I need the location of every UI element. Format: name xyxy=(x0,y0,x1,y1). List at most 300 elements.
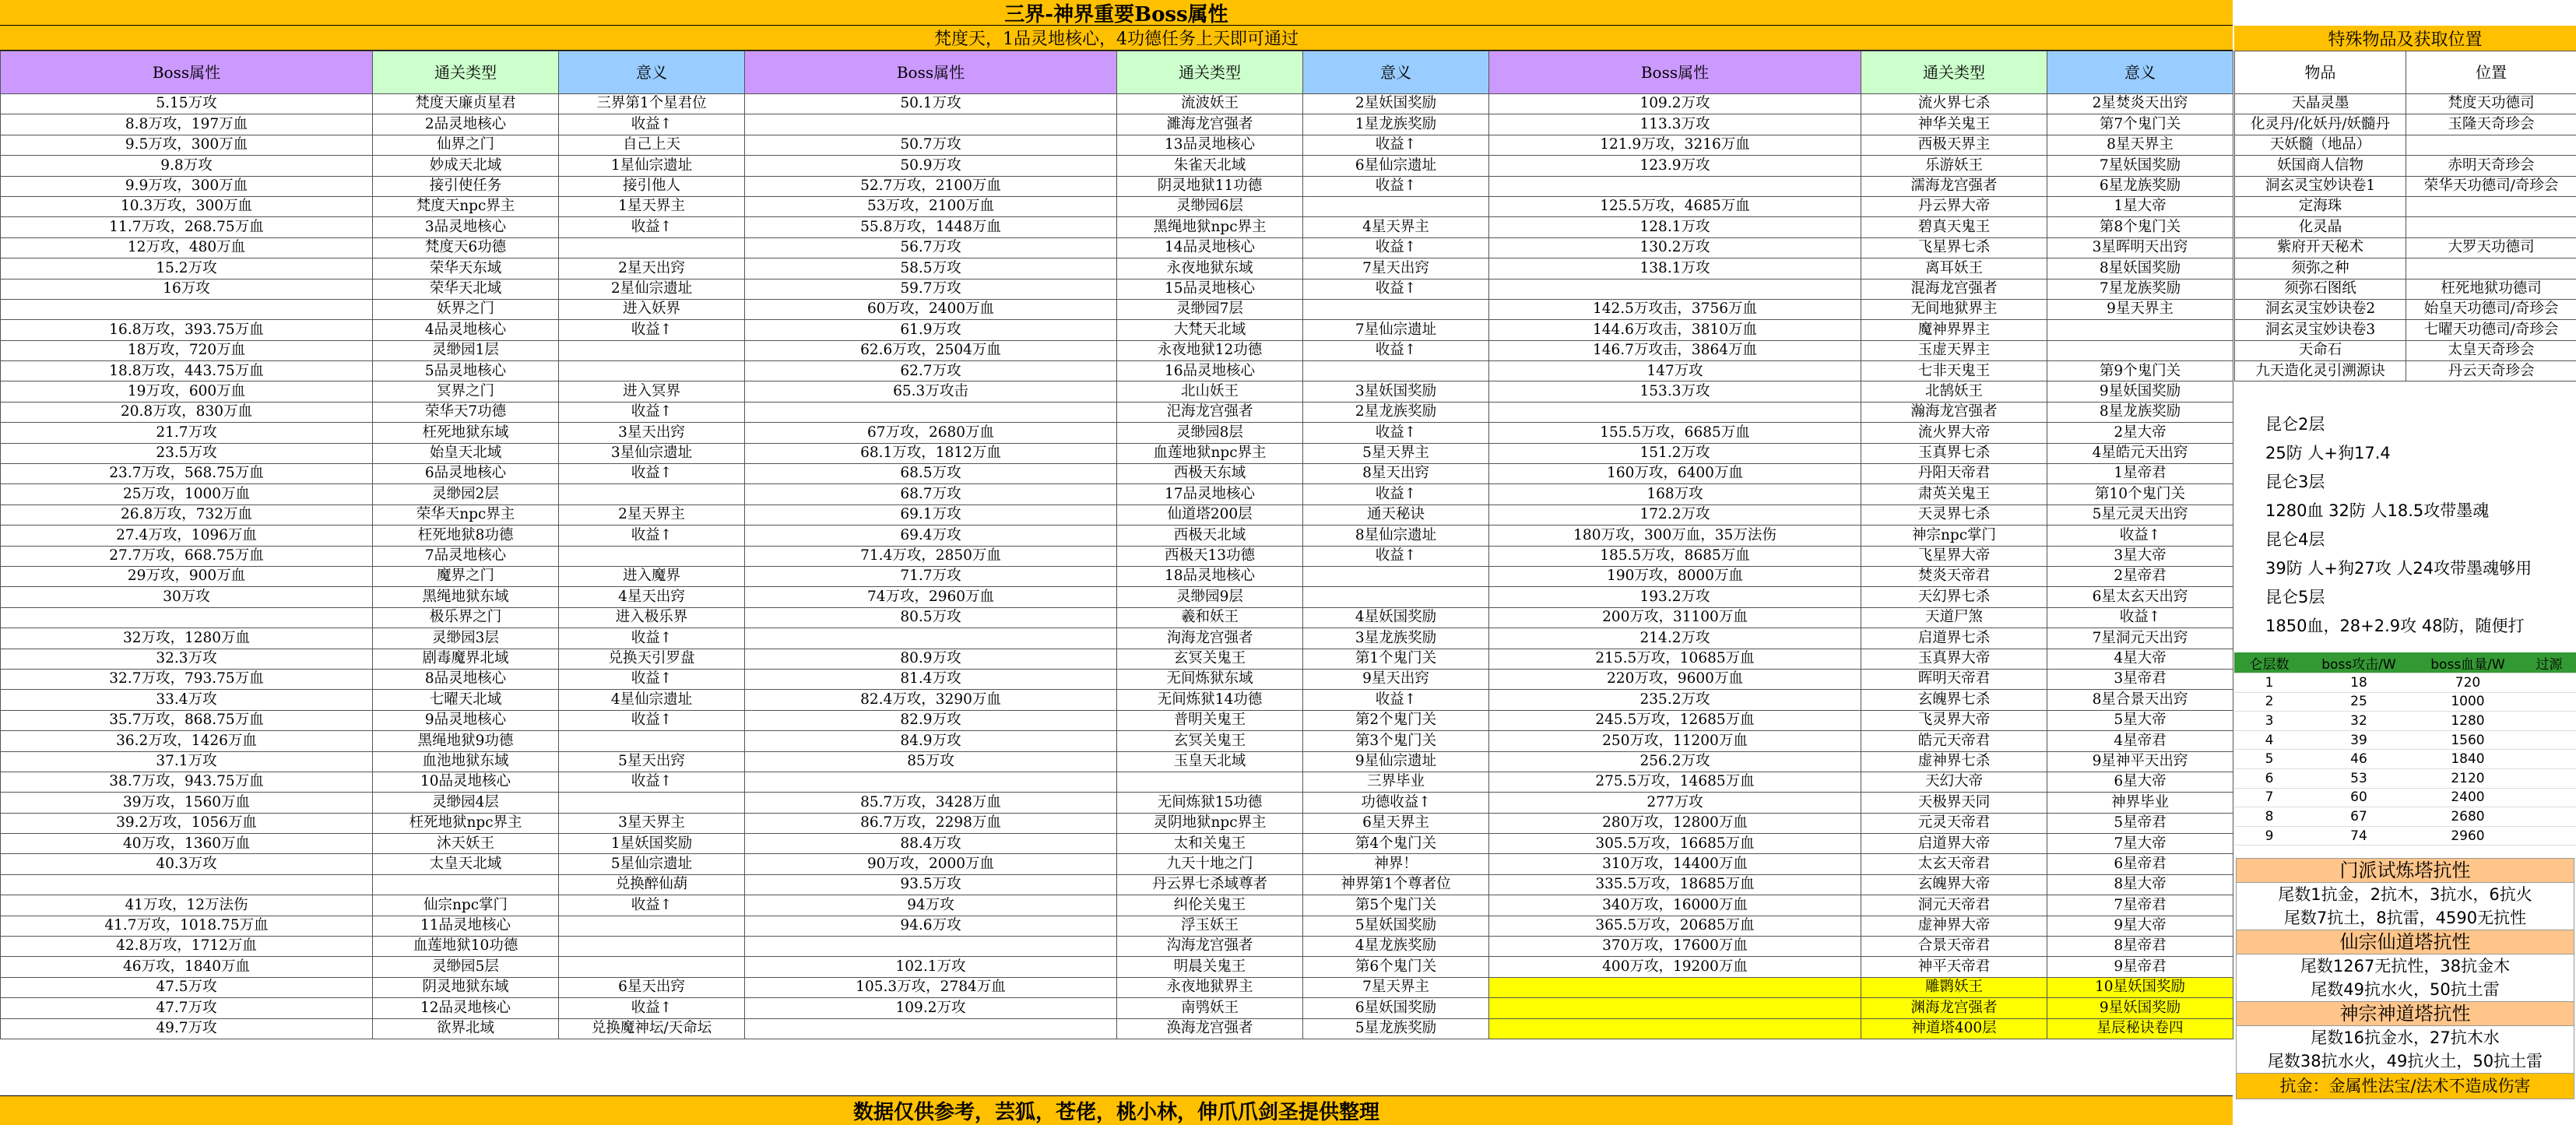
boss-stat-cell[interactable] xyxy=(1489,279,1861,299)
item-name-cell[interactable]: 化灵晶 xyxy=(2235,217,2406,237)
meaning-cell[interactable]: 神界第1个尊者位 xyxy=(1303,874,1489,895)
meaning-cell[interactable]: 8星天界主 xyxy=(2047,135,2233,155)
meaning-cell[interactable]: 5星天界主 xyxy=(1303,443,1489,463)
meaning-cell[interactable]: 第1个鬼门关 xyxy=(1303,649,1489,669)
boss-stat-cell[interactable]: 61.9万攻 xyxy=(745,320,1117,340)
clear-type-cell[interactable]: 4品灵地核心 xyxy=(373,320,559,340)
boss-stat-cell[interactable]: 58.5万攻 xyxy=(745,258,1117,279)
boss-stat-cell[interactable]: 16万攻 xyxy=(1,279,373,299)
boss-stat-cell[interactable]: 35.7万攻，868.75万血 xyxy=(1,710,373,730)
boss-stat-cell[interactable]: 37.1万攻 xyxy=(1,751,373,772)
clear-type-cell[interactable]: 普明关鬼王 xyxy=(1117,710,1303,730)
clear-type-cell[interactable]: 玉真界大帝 xyxy=(1861,649,2047,669)
meaning-cell[interactable]: 收益↑ xyxy=(559,217,745,237)
floor-pass-cell[interactable] xyxy=(2522,692,2576,712)
clear-type-cell[interactable]: 无间炼狱15功德 xyxy=(1117,793,1303,813)
boss-stat-cell[interactable]: 277万攻 xyxy=(1489,793,1861,813)
meaning-cell[interactable]: 9星妖国奖励 xyxy=(2047,381,2233,402)
boss-stat-cell[interactable]: 128.1万攻 xyxy=(1489,217,1861,237)
meaning-cell[interactable]: 收益↑ xyxy=(2047,607,2233,628)
meaning-cell[interactable]: 第10个鬼门关 xyxy=(2047,484,2233,504)
meaning-cell[interactable] xyxy=(559,731,745,751)
clear-type-cell[interactable]: 欲界北域 xyxy=(373,1018,559,1039)
meaning-cell[interactable]: 收益↑ xyxy=(1303,176,1489,196)
meaning-cell[interactable]: 8星妖国奖励 xyxy=(2047,258,2233,279)
meaning-cell[interactable]: 收益↑ xyxy=(559,402,745,422)
boss-stat-cell[interactable]: 256.2万攻 xyxy=(1489,751,1861,772)
clear-type-cell[interactable]: 阴灵地狱11功德 xyxy=(1117,176,1303,196)
boss-stat-cell[interactable]: 85.7万攻，3428万血 xyxy=(745,793,1117,813)
meaning-cell[interactable]: 收益↑ xyxy=(559,895,745,916)
clear-type-cell[interactable]: 天灵界七杀 xyxy=(1861,504,2047,525)
boss-stat-cell[interactable]: 69.1万攻 xyxy=(745,504,1117,525)
meaning-cell[interactable]: 进入极乐界 xyxy=(559,607,745,628)
boss-stat-cell[interactable]: 40.3万攻 xyxy=(1,854,373,874)
meaning-cell[interactable]: 进入妖界 xyxy=(559,299,745,319)
boss-stat-cell[interactable]: 59.7万攻 xyxy=(745,279,1117,299)
clear-type-cell[interactable]: 血莲地狱npc界主 xyxy=(1117,443,1303,463)
meaning-cell[interactable] xyxy=(559,237,745,258)
boss-stat-cell[interactable]: 86.7万攻，2298万血 xyxy=(745,813,1117,833)
boss-stat-cell[interactable]: 130.2万攻 xyxy=(1489,237,1861,258)
clear-type-cell[interactable]: 13品灵地核心 xyxy=(1117,135,1303,155)
item-location-cell[interactable] xyxy=(2406,258,2576,279)
meaning-cell[interactable]: 收益↑ xyxy=(559,669,745,689)
meaning-cell[interactable]: 3星龙族奖励 xyxy=(1303,628,1489,649)
meaning-cell[interactable]: 8星仙宗遗址 xyxy=(1303,526,1489,546)
clear-type-cell[interactable]: 天极界天同 xyxy=(1861,793,2047,813)
meaning-cell[interactable]: 3星天界主 xyxy=(559,813,745,833)
clear-type-cell[interactable]: 16品灵地核心 xyxy=(1117,361,1303,381)
floor-pass-cell[interactable] xyxy=(2522,807,2576,827)
boss-stat-cell[interactable]: 46万攻，1840万血 xyxy=(1,957,373,977)
floor-attack-cell[interactable]: 46 xyxy=(2304,750,2413,769)
clear-type-cell[interactable]: 濉海龙宫强者 xyxy=(1117,114,1303,135)
boss-stat-cell[interactable]: 20.8万攻，830万血 xyxy=(1,402,373,422)
boss-stat-cell[interactable]: 250万攻，11200万血 xyxy=(1489,731,1861,751)
boss-stat-cell[interactable]: 200万攻，31100万血 xyxy=(1489,607,1861,628)
clear-type-cell[interactable]: 沟海龙宫强者 xyxy=(1117,937,1303,957)
clear-type-cell[interactable]: 神平天帝君 xyxy=(1861,957,2047,977)
item-location-cell[interactable]: 荣华天功德司/奇珍会 xyxy=(2406,176,2576,196)
meaning-cell[interactable]: 2星焚炎天出窍 xyxy=(2047,94,2233,114)
meaning-cell[interactable]: 3星天出窍 xyxy=(559,423,745,443)
item-name-cell[interactable]: 天妖髓（地品） xyxy=(2235,135,2406,155)
boss-stat-cell[interactable]: 235.2万攻 xyxy=(1489,690,1861,710)
boss-stat-cell[interactable]: 80.9万攻 xyxy=(745,649,1117,669)
meaning-cell[interactable]: 2星仙宗遗址 xyxy=(559,279,745,299)
meaning-cell[interactable]: 第3个鬼门关 xyxy=(1303,731,1489,751)
clear-type-cell[interactable]: 黑绳地狱东域 xyxy=(373,587,559,607)
clear-type-cell[interactable]: 9品灵地核心 xyxy=(373,710,559,730)
meaning-cell[interactable]: 9星妖国奖励 xyxy=(2047,998,2233,1018)
clear-type-cell[interactable]: 启道界七杀 xyxy=(1861,628,2047,649)
floor-pass-cell[interactable] xyxy=(2522,730,2576,750)
boss-stat-cell[interactable] xyxy=(745,402,1117,422)
boss-stat-cell[interactable]: 52.7万攻，2100万血 xyxy=(745,176,1117,196)
clear-type-cell[interactable]: 灵缈园4层 xyxy=(373,793,559,813)
clear-type-cell[interactable]: 流火界七杀 xyxy=(1861,94,2047,114)
meaning-cell[interactable]: 7星洞元天出窍 xyxy=(2047,628,2233,649)
boss-stat-cell[interactable]: 40万攻，1360万血 xyxy=(1,834,373,854)
meaning-cell[interactable]: 8星龙族奖励 xyxy=(2047,402,2233,422)
clear-type-cell[interactable]: 灵缈园9层 xyxy=(1117,587,1303,607)
item-location-cell[interactable] xyxy=(2406,217,2576,237)
meaning-cell[interactable]: 4星天界主 xyxy=(1303,217,1489,237)
clear-type-cell[interactable]: 玄魄界七杀 xyxy=(1861,690,2047,710)
meaning-cell[interactable]: 三界毕业 xyxy=(1303,772,1489,792)
clear-type-cell[interactable]: 15品灵地核心 xyxy=(1117,279,1303,299)
clear-type-cell[interactable]: 魔神界界主 xyxy=(1861,320,2047,340)
meaning-cell[interactable]: 7星龙族奖励 xyxy=(2047,279,2233,299)
boss-stat-cell[interactable]: 147万攻 xyxy=(1489,361,1861,381)
clear-type-cell[interactable]: 明晨关鬼王 xyxy=(1117,957,1303,977)
boss-stat-cell[interactable] xyxy=(1489,977,1861,997)
clear-type-cell[interactable]: 飞灵界大帝 xyxy=(1861,710,2047,730)
item-name-cell[interactable]: 须弥石图纸 xyxy=(2235,279,2406,299)
clear-type-cell[interactable]: 洞元天帝君 xyxy=(1861,895,2047,916)
clear-type-cell[interactable]: 纠伦关鬼王 xyxy=(1117,895,1303,916)
clear-type-cell[interactable]: 渊海龙宫强者 xyxy=(1861,998,2047,1018)
meaning-cell[interactable]: 6星龙族奖励 xyxy=(2047,176,2233,196)
clear-type-cell[interactable]: 6品灵地核心 xyxy=(373,464,559,484)
item-name-cell[interactable]: 洞玄灵宝妙诀卷3 xyxy=(2235,320,2406,340)
meaning-cell[interactable] xyxy=(559,546,745,566)
floor-hp-cell[interactable]: 2680 xyxy=(2413,807,2522,827)
meaning-cell[interactable]: 3星帝君 xyxy=(2047,669,2233,689)
clear-type-cell[interactable]: 神华关鬼王 xyxy=(1861,114,2047,135)
boss-stat-cell[interactable]: 30万攻 xyxy=(1,587,373,607)
item-location-cell[interactable]: 七曜天功德司/奇珍会 xyxy=(2406,320,2576,340)
meaning-cell[interactable]: 9星天出窍 xyxy=(1303,669,1489,689)
boss-stat-cell[interactable]: 90万攻，2000万血 xyxy=(745,854,1117,874)
floor-pass-cell[interactable] xyxy=(2522,712,2576,731)
boss-stat-cell[interactable]: 18万攻，720万血 xyxy=(1,340,373,360)
clear-type-cell[interactable]: 仙界之门 xyxy=(373,135,559,155)
clear-type-cell[interactable]: 雕鹮妖王 xyxy=(1861,977,2047,997)
boss-stat-cell[interactable]: 142.5万攻击，3756万血 xyxy=(1489,299,1861,319)
boss-stat-cell[interactable]: 33.4万攻 xyxy=(1,690,373,710)
clear-type-cell[interactable]: 血池地狱东域 xyxy=(373,751,559,772)
item-name-cell[interactable]: 洞玄灵宝妙诀卷2 xyxy=(2235,299,2406,319)
floor-level-cell[interactable]: 5 xyxy=(2234,750,2304,769)
meaning-cell[interactable] xyxy=(559,484,745,504)
boss-stat-cell[interactable]: 85万攻 xyxy=(745,751,1117,772)
clear-type-cell[interactable]: 灵缈园6层 xyxy=(1117,196,1303,216)
boss-stat-cell[interactable]: 68.5万攻 xyxy=(745,464,1117,484)
floor-attack-cell[interactable]: 18 xyxy=(2304,673,2413,693)
boss-stat-cell[interactable]: 32.7万攻，793.75万血 xyxy=(1,669,373,689)
meaning-cell[interactable]: 第5个鬼门关 xyxy=(1303,895,1489,916)
clear-type-cell[interactable]: 冥界之门 xyxy=(373,381,559,402)
meaning-cell[interactable]: 收益↑ xyxy=(1303,340,1489,360)
boss-stat-cell[interactable]: 365.5万攻，20685万血 xyxy=(1489,916,1861,936)
clear-type-cell[interactable]: 接引使任务 xyxy=(373,176,559,196)
meaning-cell[interactable]: 1星龙族奖励 xyxy=(1303,114,1489,135)
meaning-cell[interactable]: 1星天界主 xyxy=(559,196,745,216)
boss-stat-cell[interactable]: 55.8万攻，1448万血 xyxy=(745,217,1117,237)
meaning-cell[interactable]: 第7个鬼门关 xyxy=(2047,114,2233,135)
floor-hp-cell[interactable]: 1280 xyxy=(2413,712,2522,731)
clear-type-cell[interactable]: 沐天妖王 xyxy=(373,834,559,854)
boss-stat-cell[interactable]: 60万攻，2400万血 xyxy=(745,299,1117,319)
boss-stat-cell[interactable]: 12万攻，480万血 xyxy=(1,237,373,258)
floor-pass-cell[interactable] xyxy=(2522,750,2576,769)
floor-hp-cell[interactable]: 2960 xyxy=(2413,826,2522,846)
meaning-cell[interactable]: 7星妖国奖励 xyxy=(2047,156,2233,176)
floor-level-cell[interactable]: 6 xyxy=(2234,768,2304,788)
boss-stat-cell[interactable]: 8.8万攻，197万血 xyxy=(1,114,373,135)
meaning-cell[interactable] xyxy=(1303,196,1489,216)
boss-stat-cell[interactable]: 50.9万攻 xyxy=(745,156,1117,176)
clear-type-cell[interactable]: 18品灵地核心 xyxy=(1117,566,1303,586)
boss-stat-cell[interactable]: 144.6万攻击，3810万血 xyxy=(1489,320,1861,340)
boss-stat-cell[interactable] xyxy=(1489,1018,1861,1039)
floor-level-cell[interactable]: 1 xyxy=(2234,673,2304,693)
meaning-cell[interactable]: 2星天出窍 xyxy=(559,258,745,279)
boss-stat-cell[interactable]: 11.7万攻，268.75万血 xyxy=(1,217,373,237)
clear-type-cell[interactable]: 枉死地狱8功德 xyxy=(373,526,559,546)
meaning-cell[interactable]: 神界毕业 xyxy=(2047,793,2233,813)
clear-type-cell[interactable]: 丹阳天帝君 xyxy=(1861,464,2047,484)
clear-type-cell[interactable]: 太和关鬼王 xyxy=(1117,834,1303,854)
clear-type-cell[interactable]: 灵缈园5层 xyxy=(373,957,559,977)
item-location-cell[interactable] xyxy=(2406,135,2576,155)
boss-stat-cell[interactable]: 23.5万攻 xyxy=(1,443,373,463)
clear-type-cell[interactable]: 洵海龙宫强者 xyxy=(1117,628,1303,649)
clear-type-cell[interactable]: 虚神界大帝 xyxy=(1861,916,2047,936)
boss-stat-cell[interactable]: 68.7万攻 xyxy=(745,484,1117,504)
clear-type-cell[interactable]: 黑绳地狱npc界主 xyxy=(1117,217,1303,237)
floor-hp-cell[interactable]: 1840 xyxy=(2413,750,2522,769)
boss-stat-cell[interactable]: 25万攻，1000万血 xyxy=(1,484,373,504)
floor-attack-cell[interactable]: 32 xyxy=(2304,712,2413,731)
boss-stat-cell[interactable] xyxy=(1,607,373,628)
meaning-cell[interactable]: 收益↑ xyxy=(559,526,745,546)
boss-stat-cell[interactable]: 16.8万攻，393.75万血 xyxy=(1,320,373,340)
meaning-cell[interactable]: 7星仙宗遗址 xyxy=(1303,320,1489,340)
item-location-cell[interactable] xyxy=(2406,196,2576,216)
clear-type-cell[interactable]: 无间炼狱东域 xyxy=(1117,669,1303,689)
meaning-cell[interactable]: 9星大帝 xyxy=(2047,916,2233,936)
clear-type-cell[interactable]: 11品灵地核心 xyxy=(373,916,559,936)
clear-type-cell[interactable]: 灵阴地狱npc界主 xyxy=(1117,813,1303,833)
meaning-cell[interactable]: 2星天界主 xyxy=(559,504,745,525)
meaning-cell[interactable]: 4星帝君 xyxy=(2047,731,2233,751)
item-name-cell[interactable]: 须弥之种 xyxy=(2235,258,2406,279)
meaning-cell[interactable]: 10星妖国奖励 xyxy=(2047,977,2233,997)
boss-stat-cell[interactable] xyxy=(745,772,1117,792)
meaning-cell[interactable]: 收益↑ xyxy=(559,464,745,484)
meaning-cell[interactable]: 收益↑ xyxy=(1303,135,1489,155)
meaning-cell[interactable]: 6星天出窍 xyxy=(559,977,745,997)
boss-stat-cell[interactable]: 80.5万攻 xyxy=(745,607,1117,628)
boss-stat-cell[interactable]: 153.3万攻 xyxy=(1489,381,1861,402)
boss-stat-cell[interactable]: 113.3万攻 xyxy=(1489,114,1861,135)
meaning-cell[interactable]: 收益↑ xyxy=(1303,546,1489,566)
clear-type-cell[interactable]: 魔界之门 xyxy=(373,566,559,586)
floor-pass-cell[interactable] xyxy=(2522,768,2576,788)
clear-type-cell[interactable]: 西极天界主 xyxy=(1861,135,2047,155)
meaning-cell[interactable]: 8星天出窍 xyxy=(1303,464,1489,484)
meaning-cell[interactable]: 进入冥界 xyxy=(559,381,745,402)
boss-stat-cell[interactable]: 74万攻，2960万血 xyxy=(745,587,1117,607)
meaning-cell[interactable]: 收益↑ xyxy=(1303,690,1489,710)
clear-type-cell[interactable]: 七非天鬼王 xyxy=(1861,361,2047,381)
boss-stat-cell[interactable]: 109.2万攻 xyxy=(745,998,1117,1018)
clear-type-cell[interactable]: 血莲地狱10功德 xyxy=(373,937,559,957)
item-location-cell[interactable]: 玉隆天奇珍会 xyxy=(2406,114,2576,135)
floor-level-cell[interactable]: 9 xyxy=(2234,826,2304,846)
meaning-cell[interactable]: 收益↑ xyxy=(559,710,745,730)
meaning-cell[interactable]: 8星大帝 xyxy=(2047,874,2233,895)
boss-stat-cell[interactable]: 160万攻，6400万血 xyxy=(1489,464,1861,484)
item-name-cell[interactable]: 定海珠 xyxy=(2235,196,2406,216)
boss-stat-cell[interactable] xyxy=(1489,998,1861,1018)
meaning-cell[interactable]: 6星大帝 xyxy=(2047,772,2233,792)
clear-type-cell[interactable]: 启道界大帝 xyxy=(1861,834,2047,854)
item-name-cell[interactable]: 妖国商人信物 xyxy=(2235,156,2406,176)
meaning-cell[interactable]: 收益↑ xyxy=(559,998,745,1018)
meaning-cell[interactable]: 3星妖国奖励 xyxy=(1303,381,1489,402)
boss-stat-cell[interactable]: 193.2万攻 xyxy=(1489,587,1861,607)
clear-type-cell[interactable]: 离耳妖王 xyxy=(1861,258,2047,279)
clear-type-cell[interactable]: 剧毒魔界北域 xyxy=(373,649,559,669)
clear-type-cell[interactable]: 无间地狱界主 xyxy=(1861,299,2047,319)
boss-stat-cell[interactable]: 39万攻，1560万血 xyxy=(1,793,373,813)
meaning-cell[interactable]: 4星大帝 xyxy=(2047,649,2233,669)
meaning-cell[interactable]: 收益↑ xyxy=(1303,237,1489,258)
meaning-cell[interactable]: 1星妖国奖励 xyxy=(559,834,745,854)
meaning-cell[interactable]: 神界！ xyxy=(1303,854,1489,874)
clear-type-cell[interactable]: 肃英关鬼王 xyxy=(1861,484,2047,504)
clear-type-cell[interactable]: 神道塔400层 xyxy=(1861,1018,2047,1039)
clear-type-cell[interactable]: 灵缈园8层 xyxy=(1117,423,1303,443)
meaning-cell[interactable]: 2星大帝 xyxy=(2047,423,2233,443)
item-name-cell[interactable]: 天命石 xyxy=(2235,340,2406,360)
boss-stat-cell[interactable]: 82.9万攻 xyxy=(745,710,1117,730)
item-name-cell[interactable]: 天晶灵墨 xyxy=(2235,94,2406,114)
clear-type-cell[interactable]: 始皇天北域 xyxy=(373,443,559,463)
clear-type-cell[interactable]: 7品灵地核心 xyxy=(373,546,559,566)
boss-stat-cell[interactable] xyxy=(745,628,1117,649)
floor-hp-cell[interactable]: 720 xyxy=(2413,673,2522,693)
clear-type-cell[interactable]: 永夜地狱东域 xyxy=(1117,258,1303,279)
clear-type-cell[interactable]: 瀚海龙宫强者 xyxy=(1861,402,2047,422)
boss-stat-cell[interactable] xyxy=(1,299,373,319)
meaning-cell[interactable] xyxy=(1303,299,1489,319)
clear-type-cell[interactable]: 乐游妖王 xyxy=(1861,156,2047,176)
meaning-cell[interactable] xyxy=(559,340,745,360)
item-name-cell[interactable]: 九天造化灵引溯源诀 xyxy=(2235,361,2406,381)
clear-type-cell[interactable]: 丹云界大帝 xyxy=(1861,196,2047,216)
floor-hp-cell[interactable]: 1560 xyxy=(2413,730,2522,750)
meaning-cell[interactable]: 收益↑ xyxy=(559,628,745,649)
clear-type-cell[interactable]: 飞星界大帝 xyxy=(1861,546,2047,566)
clear-type-cell[interactable] xyxy=(373,874,559,895)
meaning-cell[interactable]: 1星帝君 xyxy=(2047,464,2233,484)
clear-type-cell[interactable]: 神宗npc掌门 xyxy=(1861,526,2047,546)
boss-stat-cell[interactable]: 26.8万攻，732万血 xyxy=(1,504,373,525)
floor-pass-cell[interactable] xyxy=(2522,673,2576,693)
meaning-cell[interactable] xyxy=(559,937,745,957)
boss-stat-cell[interactable]: 310万攻，14400万血 xyxy=(1489,854,1861,874)
clear-type-cell[interactable]: 10品灵地核心 xyxy=(373,772,559,792)
boss-stat-cell[interactable]: 214.2万攻 xyxy=(1489,628,1861,649)
boss-stat-cell[interactable]: 340万攻，16000万血 xyxy=(1489,895,1861,916)
boss-stat-cell[interactable]: 41万攻，12万法伤 xyxy=(1,895,373,916)
floor-pass-cell[interactable] xyxy=(2522,788,2576,807)
boss-stat-cell[interactable]: 81.4万攻 xyxy=(745,669,1117,689)
boss-stat-cell[interactable]: 15.2万攻 xyxy=(1,258,373,279)
meaning-cell[interactable]: 5星妖国奖励 xyxy=(1303,916,1489,936)
clear-type-cell[interactable]: 羲和妖王 xyxy=(1117,607,1303,628)
boss-stat-cell[interactable]: 29万攻，900万血 xyxy=(1,566,373,586)
meaning-cell[interactable]: 4星仙宗遗址 xyxy=(559,690,745,710)
boss-stat-cell[interactable]: 9.9万攻，300万血 xyxy=(1,176,373,196)
clear-type-cell[interactable]: 七曜天北域 xyxy=(373,690,559,710)
clear-type-cell[interactable]: 流火界大帝 xyxy=(1861,423,2047,443)
clear-type-cell[interactable]: 无间炼狱14功德 xyxy=(1117,690,1303,710)
boss-stat-cell[interactable]: 123.9万攻 xyxy=(1489,156,1861,176)
clear-type-cell[interactable]: 晖明天帝君 xyxy=(1861,669,2047,689)
meaning-cell[interactable]: 7星天出窍 xyxy=(1303,258,1489,279)
clear-type-cell[interactable]: 玄冥关鬼王 xyxy=(1117,731,1303,751)
floor-attack-cell[interactable]: 74 xyxy=(2304,826,2413,846)
item-location-cell[interactable]: 梵度天功德司 xyxy=(2406,94,2576,114)
meaning-cell[interactable]: 兑换醉仙葫 xyxy=(559,874,745,895)
clear-type-cell[interactable]: 荣华天7功德 xyxy=(373,402,559,422)
boss-stat-cell[interactable]: 62.7万攻 xyxy=(745,361,1117,381)
meaning-cell[interactable]: 6星天界主 xyxy=(1303,813,1489,833)
meaning-cell[interactable]: 功德收益↑ xyxy=(1303,793,1489,813)
meaning-cell[interactable]: 2星妖国奖励 xyxy=(1303,94,1489,114)
boss-stat-cell[interactable]: 21.7万攻 xyxy=(1,423,373,443)
boss-stat-cell[interactable]: 27.4万攻，1096万血 xyxy=(1,526,373,546)
boss-stat-cell[interactable]: 280万攻，12800万血 xyxy=(1489,813,1861,833)
meaning-cell[interactable]: 7星天界主 xyxy=(1303,977,1489,997)
boss-stat-cell[interactable]: 32万攻，1280万血 xyxy=(1,628,373,649)
meaning-cell[interactable]: 9星神平天出窍 xyxy=(2047,751,2233,772)
boss-stat-cell[interactable]: 27.7万攻，668.75万血 xyxy=(1,546,373,566)
meaning-cell[interactable] xyxy=(1303,587,1489,607)
boss-stat-cell[interactable]: 105.3万攻，2784万血 xyxy=(745,977,1117,997)
meaning-cell[interactable]: 收益↑ xyxy=(2047,526,2233,546)
clear-type-cell[interactable]: 流波妖王 xyxy=(1117,94,1303,114)
meaning-cell[interactable] xyxy=(559,361,745,381)
meaning-cell[interactable]: 兑换天引罗盘 xyxy=(559,649,745,669)
meaning-cell[interactable]: 9星帝君 xyxy=(2047,957,2233,977)
meaning-cell[interactable]: 7星大帝 xyxy=(2047,834,2233,854)
meaning-cell[interactable]: 7星帝君 xyxy=(2047,895,2233,916)
meaning-cell[interactable]: 5星帝君 xyxy=(2047,813,2233,833)
boss-stat-cell[interactable]: 41.7万攻，1018.75万血 xyxy=(1,916,373,936)
boss-stat-cell[interactable]: 9.5万攻，300万血 xyxy=(1,135,373,155)
meaning-cell[interactable]: 三界第1个星君位 xyxy=(559,94,745,114)
meaning-cell[interactable] xyxy=(559,916,745,936)
clear-type-cell[interactable]: 14品灵地核心 xyxy=(1117,237,1303,258)
boss-stat-cell[interactable]: 50.1万攻 xyxy=(745,94,1117,114)
clear-type-cell[interactable]: 灵缈园7层 xyxy=(1117,299,1303,319)
boss-stat-cell[interactable]: 39.2万攻，1056万血 xyxy=(1,813,373,833)
meaning-cell[interactable]: 9星仙宗遗址 xyxy=(1303,751,1489,772)
boss-stat-cell[interactable]: 69.4万攻 xyxy=(745,526,1117,546)
clear-type-cell[interactable]: 天道尸煞 xyxy=(1861,607,2047,628)
item-name-cell[interactable]: 紫府开天秘术 xyxy=(2235,237,2406,258)
meaning-cell[interactable]: 4星天出窍 xyxy=(559,587,745,607)
boss-stat-cell[interactable]: 109.2万攻 xyxy=(1489,94,1861,114)
meaning-cell[interactable]: 收益↑ xyxy=(559,114,745,135)
